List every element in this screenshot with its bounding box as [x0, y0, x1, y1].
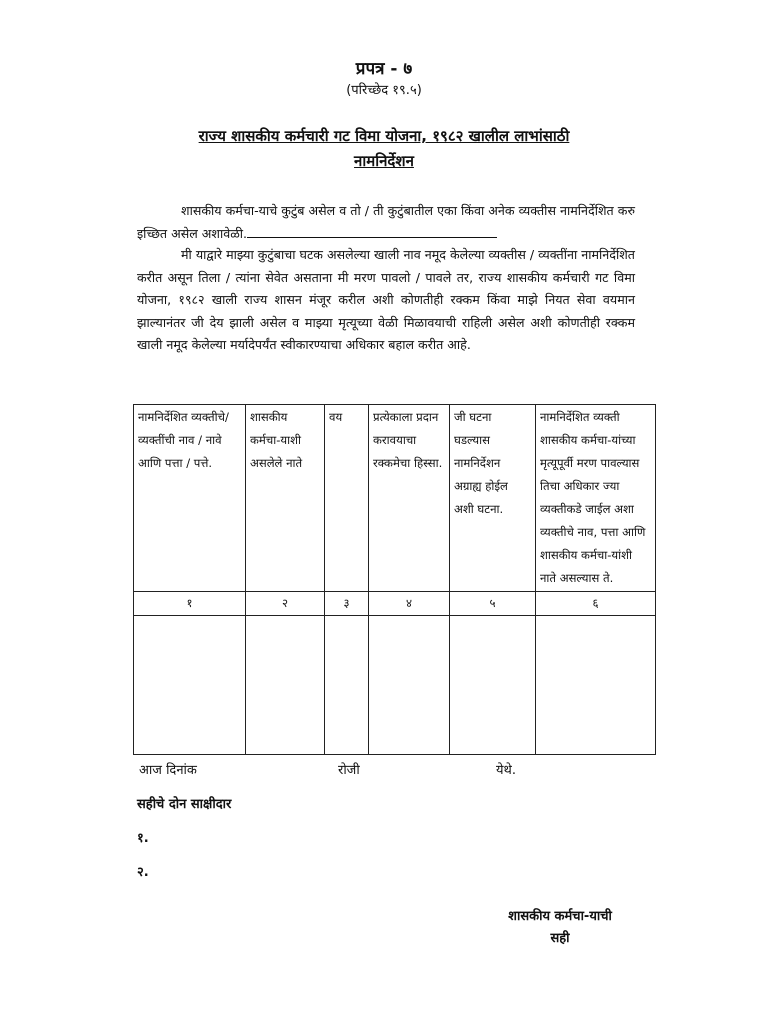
column-number: ३: [325, 592, 369, 616]
entry-cell-relationship[interactable]: [246, 616, 325, 755]
entry-cell-event[interactable]: [450, 616, 536, 755]
entry-cell-nominee[interactable]: [134, 616, 246, 755]
header-invalidating-event: जी घटना घडल्यास नामनिर्देशन अग्राह्य होईल अशी घटना.: [450, 405, 536, 592]
entry-cell-age[interactable]: [325, 616, 369, 755]
entry-cell-alternate[interactable]: [536, 616, 656, 755]
table-header-row: [134, 405, 656, 592]
nomination-paragraph-text: मी याद्वारे माझ्या कुटुंबाचा घटक असलेल्या खाली नाव नमूद केलेल्या व्यक्तीस / व्यक्तींना नामनिर्देशित करीत असून तिला / त्यांना सेवेत असताना मी मरण पावलो / पावले तर, राज्य शासकीय कर्मचारी गट विमा योजना, १९८२ खाली राज्य शासन मंजूर करील अशी कोणतीही रक्कम किंवा माझे नियत सेवा वयमान झाल्यानंतर जी देय झाली असेल व माझ्या मृत्यूच्या वेळी मिळावयाची राहिली असेल अशी कोणतीही रक्कम खाली नमूद केलेल्या मर्यादेपर्यंत स्वीकारण्याचा अधिकार बहाल करीत आहे.: [137, 247, 635, 352]
heading-line-1: राज्य शासकीय कर्मचारी गट विमा योजना, १९८२ खालील लाभांसाठी: [198, 127, 570, 145]
place-label: येथे.: [496, 763, 516, 778]
witness-1: १.: [137, 831, 149, 846]
nomination-paragraph: [137, 244, 635, 357]
entry-row: [134, 616, 656, 755]
witnesses-heading: सहीचे दोन साक्षीदार: [137, 797, 232, 812]
paragraph-reference: (परिच्छेद १९.५): [346, 83, 422, 98]
intro-paragraph: [137, 200, 635, 245]
entry-cell-share[interactable]: [369, 616, 450, 755]
header-relationship: शासकीय कर्मचा-याशी असलेले नाते: [246, 405, 325, 592]
form-number: प्रपत्र - ७: [355, 59, 413, 79]
day-label: रोजी: [338, 763, 360, 778]
column-number: २: [246, 592, 325, 616]
header-share: प्रत्येकाला प्रदान करावयाचा रक्कमेचा हिस्सा.: [369, 405, 450, 592]
fill-in-blank-line: [247, 223, 497, 238]
column-number: ५: [450, 592, 536, 616]
date-label: आज दिनांक: [139, 763, 197, 778]
signature-label-line-1: शासकीय कर्मचा-याची: [508, 909, 612, 924]
column-number: ६: [536, 592, 656, 616]
header-alternate-nominee: नामनिर्देशित व्यक्ती शासकीय कर्मचा-यांच्या मृत्यूपूर्वी मरण पावल्यास तिचा अधिकार ज्या व्यक्तीकडे जाईल अशा व्यक्तीचे नाव, पत्ता आणि शासकीय कर्मचा-यांशी नाते असल्यास ते.: [536, 405, 656, 592]
signature-label-line-2: सही: [550, 931, 570, 946]
document-heading: [0, 124, 768, 174]
header-age: वय: [325, 405, 369, 592]
intro-paragraph-text: शासकीय कर्मचा-याचे कुटुंब असेल व तो / ती कुटुंबातील एका किंवा अनेक व्यक्तीस नामनिर्देशित करु इच्छित असेल अशावेळी.: [137, 203, 635, 241]
column-number: ४: [369, 592, 450, 616]
header-nominee-name: नामनिर्देशित व्यक्तीचे/व्यक्तींची नाव / नावे आणि पत्ता / पत्ते.: [134, 405, 246, 592]
nomination-table: [133, 404, 656, 755]
heading-line-2: नामनिर्देशन: [354, 152, 414, 170]
column-number-row: [134, 592, 656, 616]
witness-2: २.: [137, 865, 149, 880]
column-number: १: [134, 592, 246, 616]
